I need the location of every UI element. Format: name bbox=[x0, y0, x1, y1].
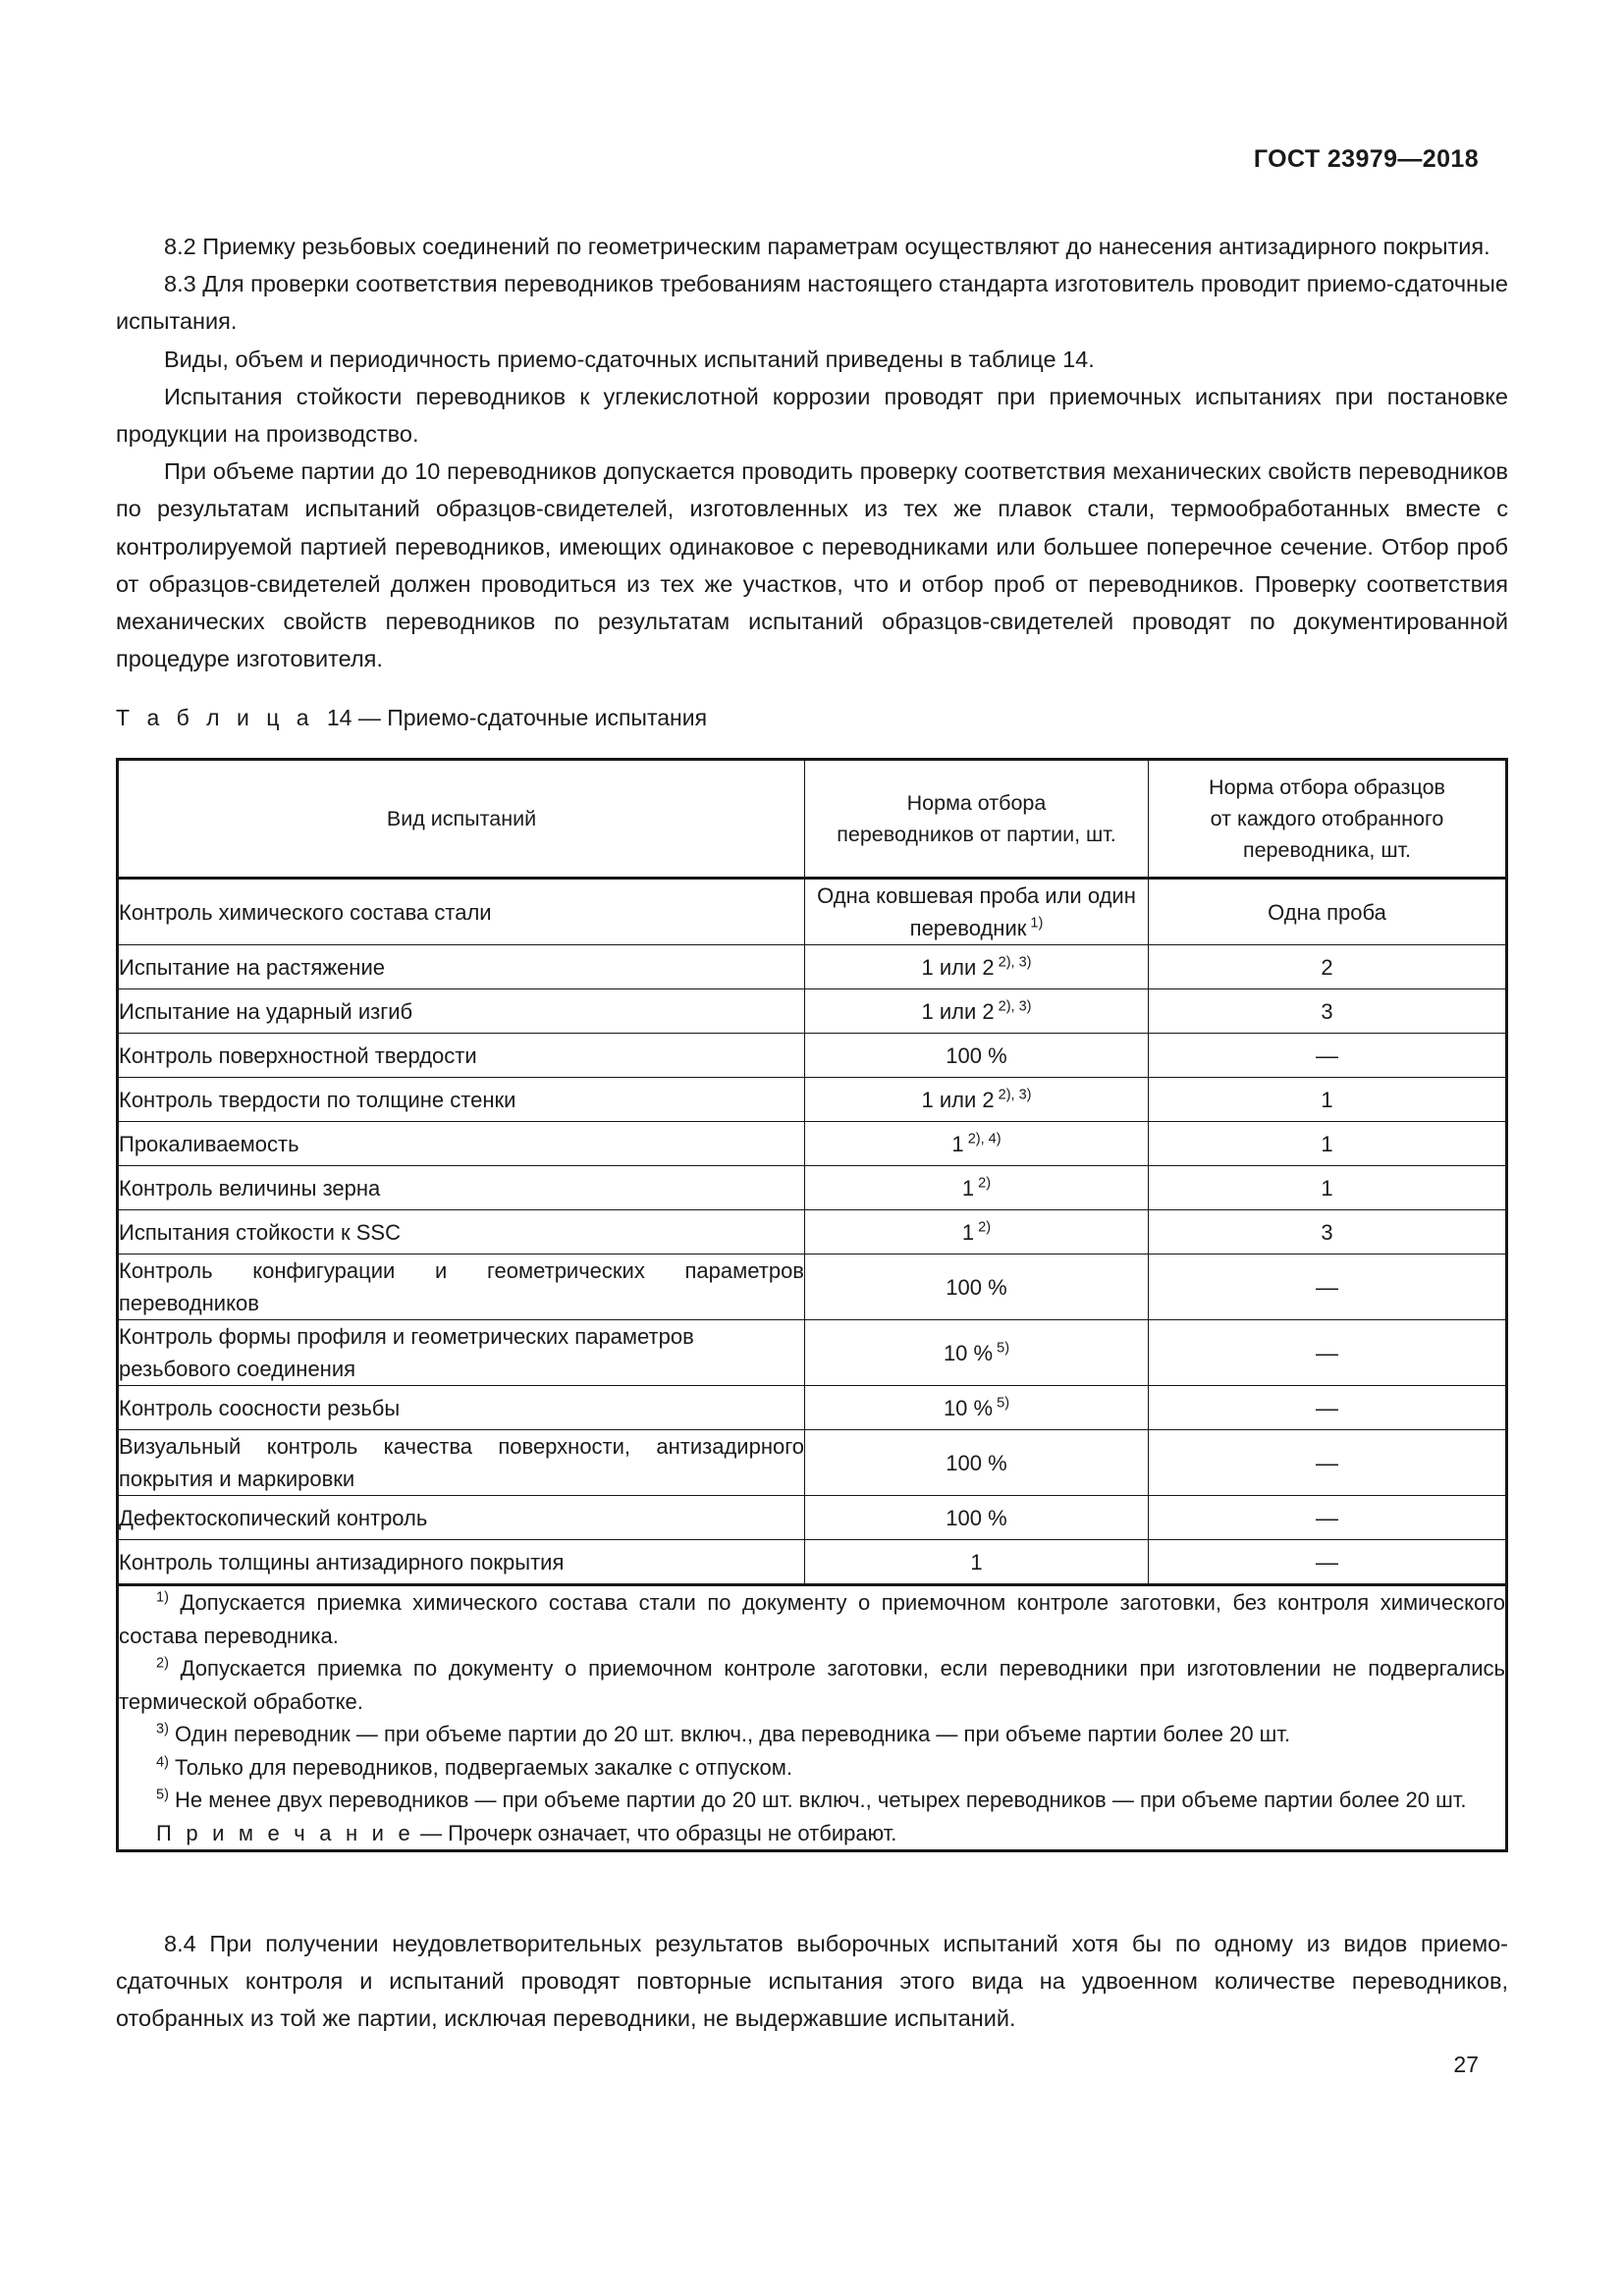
cell-sampling-rate-subs bbox=[805, 879, 1149, 945]
footnote-marker: 2), 4) bbox=[963, 1131, 1001, 1148]
table-row bbox=[118, 1078, 1507, 1122]
cell-value: 1 или 2 bbox=[921, 954, 995, 980]
table-footnotes-cell bbox=[118, 1585, 1507, 1851]
table-row bbox=[118, 1166, 1507, 1210]
footnote-marker: 5) bbox=[156, 1787, 169, 1803]
cell-sampling-rate-specimens: 2 bbox=[1149, 945, 1507, 989]
column-header-line: переводника, шт. bbox=[1242, 838, 1412, 862]
footnote-marker: 2) bbox=[974, 1175, 992, 1192]
cell-sampling-rate-specimens: Одна проба bbox=[1149, 879, 1507, 945]
cell-value: 100 % bbox=[946, 1274, 1007, 1300]
cell-sampling-rate-specimens: — bbox=[1149, 1496, 1507, 1540]
table-note-text: — Прочерк означает, что образцы не отбирают. bbox=[413, 1820, 897, 1845]
cell-value: 1 bbox=[951, 1131, 964, 1156]
table-note bbox=[119, 1817, 1505, 1850]
footnote-marker: 5) bbox=[993, 1395, 1010, 1412]
cell-value: 100 % bbox=[946, 1450, 1007, 1475]
cell-value: 1 bbox=[970, 1549, 983, 1575]
cell-sampling-rate-specimens: 1 bbox=[1149, 1166, 1507, 1210]
cell-sampling-rate-subs bbox=[805, 1166, 1149, 1210]
cell-test-type: Испытание на растяжение bbox=[118, 945, 805, 989]
cell-test-type: Контроль величины зерна bbox=[118, 1166, 805, 1210]
cell-sampling-rate-subs bbox=[805, 989, 1149, 1034]
table-row bbox=[118, 1320, 1507, 1386]
cell-value: 100 % bbox=[946, 1042, 1007, 1068]
cell-test-type: Контроль твердости по толщине стенки bbox=[118, 1078, 805, 1122]
table-row bbox=[118, 1255, 1507, 1320]
footnote-marker: 1) bbox=[156, 1589, 169, 1606]
cell-sampling-rate-subs bbox=[805, 1034, 1149, 1078]
cell-test-type: Контроль поверхностной твердости bbox=[118, 1034, 805, 1078]
footnote-4 bbox=[119, 1751, 1505, 1785]
cell-test-type: Контроль химического состава стали bbox=[118, 879, 805, 945]
table-caption-label: Т а б л и ц а bbox=[116, 705, 315, 730]
footnote-2 bbox=[119, 1652, 1505, 1718]
cell-sampling-rate-subs bbox=[805, 1496, 1149, 1540]
tail-paragraph-0: 8.4 При получении неудовлетворительных результатов выборочных испытаний хотя бы по одному из видов приемо-сдаточных контроля и испытаний проводят повторные испытания этого вида на удвоенном количестве переводников, отобранных из той же партии, исключая переводники, не выдержавшие испытаний. bbox=[116, 1931, 1508, 2032]
footnote-marker: 3) bbox=[156, 1721, 169, 1737]
footnote-marker: 2), 3) bbox=[994, 1087, 1032, 1103]
body-paragraph-4: При объеме партии до 10 переводников допускается проводить проверку соответствия механических свойств переводников по результатам испытаний образцов-свидетелей, изготовленных из тех же плавок стали, термообработанных вместе с контролируемой партией переводников, имеющих одинаковое с переводниками или большее поперечное сечение. Отбор проб от образцов-свидетелей должен проводиться из тех же участков, что и отбор проб от переводников. Проверку соответствия механических свойств переводников по результатам испытаний образцов-свидетелей проводят по документированной процедуре изготовителя. bbox=[116, 458, 1508, 672]
body-text-block bbox=[116, 228, 1508, 677]
cell-value: Одна ковшевая проба или один переводник bbox=[817, 883, 1136, 940]
cell-sampling-rate-subs bbox=[805, 1386, 1149, 1430]
table-row bbox=[118, 1210, 1507, 1255]
footnote-text: Не менее двух переводников — при объеме партии до 20 шт. включ., четырех переводников — при объеме партии более 20 шт. bbox=[168, 1788, 1467, 1812]
tail-text-block bbox=[116, 1925, 1508, 2038]
cell-sampling-rate-subs bbox=[805, 1078, 1149, 1122]
footnote-1 bbox=[119, 1586, 1505, 1652]
cell-test-type: Контроль конфигурации и геометрических параметров переводников bbox=[118, 1255, 805, 1320]
cell-sampling-rate-subs bbox=[805, 1430, 1149, 1496]
footnote-text: Только для переводников, подвергаемых закалке с отпуском. bbox=[168, 1754, 792, 1780]
cell-value: 1 или 2 bbox=[921, 1087, 995, 1112]
column-header-line: Вид испытаний bbox=[386, 807, 537, 830]
body-paragraph-1: 8.3 Для проверки соответствия переводников требованиям настоящего стандарта изготовитель проводит приемо-сдаточные испытания. bbox=[116, 271, 1508, 335]
cell-sampling-rate-subs bbox=[805, 1540, 1149, 1585]
cell-sampling-rate-subs bbox=[805, 1122, 1149, 1166]
cell-sampling-rate-subs bbox=[805, 1210, 1149, 1255]
table-body bbox=[118, 879, 1507, 1585]
table-caption bbox=[116, 705, 707, 731]
cell-test-type: Испытания стойкости к SSC bbox=[118, 1210, 805, 1255]
table-row bbox=[118, 1386, 1507, 1430]
page-header-standard-number: ГОСТ 23979—2018 bbox=[1253, 145, 1479, 173]
column-header-test-type bbox=[118, 760, 805, 879]
table-14 bbox=[116, 758, 1508, 1852]
table-footnotes-group bbox=[118, 1585, 1507, 1851]
table-caption-text: 14 — Приемо-сдаточные испытания bbox=[326, 705, 708, 730]
footnote-marker: 2), 3) bbox=[994, 954, 1032, 971]
body-paragraph-2: Виды, объем и периодичность приемо-сдаточных испытаний приведены в таблице 14. bbox=[164, 346, 1095, 372]
cell-sampling-rate-specimens: — bbox=[1149, 1034, 1507, 1078]
page-number: 27 bbox=[1453, 2052, 1479, 2077]
cell-sampling-rate-specimens: — bbox=[1149, 1320, 1507, 1386]
table-row bbox=[118, 1540, 1507, 1585]
cell-sampling-rate-specimens: 3 bbox=[1149, 1210, 1507, 1255]
table-note-label: П р и м е ч а н и е bbox=[156, 1820, 414, 1845]
table-row bbox=[118, 879, 1507, 945]
cell-test-type: Визуальный контроль качества поверхности, антизадирного покрытия и маркировки bbox=[118, 1430, 805, 1496]
cell-test-type: Контроль толщины антизадирного покрытия bbox=[118, 1540, 805, 1585]
cell-sampling-rate-specimens: — bbox=[1149, 1430, 1507, 1496]
footnote-text: Допускается приемка по документу о приемочном контроле заготовки, если переводники при изготовлении не подвергались термической обработке. bbox=[119, 1656, 1505, 1714]
cell-sampling-rate-specimens: 1 bbox=[1149, 1122, 1507, 1166]
footnote-marker: 1) bbox=[1026, 915, 1044, 932]
table-row bbox=[118, 989, 1507, 1034]
footnote-marker: 2) bbox=[156, 1655, 169, 1672]
cell-value: 10 % bbox=[943, 1395, 994, 1420]
footnote-marker: 5) bbox=[993, 1340, 1010, 1357]
cell-sampling-rate-specimens: 3 bbox=[1149, 989, 1507, 1034]
cell-sampling-rate-subs bbox=[805, 1255, 1149, 1320]
cell-value: 100 % bbox=[946, 1505, 1007, 1530]
cell-sampling-rate-specimens: — bbox=[1149, 1255, 1507, 1320]
cell-sampling-rate-specimens: 1 bbox=[1149, 1078, 1507, 1122]
column-header-line: от каждого отобранного bbox=[1210, 807, 1444, 830]
cell-sampling-rate-subs bbox=[805, 1320, 1149, 1386]
table-row bbox=[118, 1496, 1507, 1540]
table-footnotes-row bbox=[118, 1585, 1507, 1851]
cell-sampling-rate-specimens: — bbox=[1149, 1540, 1507, 1585]
footnote-text: Допускается приемка химического состава стали по документу о приемочном контроле заготовки, без контроля химического состава переводника. bbox=[119, 1590, 1505, 1648]
column-header-sampling-rate-subs bbox=[805, 760, 1149, 879]
table-14-wrapper bbox=[116, 758, 1508, 1852]
footnote-marker: 2), 3) bbox=[994, 998, 1032, 1015]
cell-test-type: Дефектоскопический контроль bbox=[118, 1496, 805, 1540]
table-row bbox=[118, 945, 1507, 989]
footnote-3 bbox=[119, 1718, 1505, 1751]
body-paragraph-3: Испытания стойкости переводников к углекислотной коррозии проводят при приемочных испытаниях при постановке продукции на производство. bbox=[116, 383, 1508, 448]
body-paragraph-0: 8.2 Приемку резьбовых соединений по геометрическим параметрам осуществляют до нанесения антизадирного покрытия. bbox=[164, 234, 1490, 259]
footnote-text: Один переводник — при объеме партии до 20 шт. включ., два переводника — при объеме партии более 20 шт. bbox=[168, 1722, 1291, 1746]
table-header-row-group bbox=[118, 760, 1507, 879]
cell-value: 10 % bbox=[943, 1340, 994, 1365]
cell-test-type: Прокаливаемость bbox=[118, 1122, 805, 1166]
table-row bbox=[118, 1034, 1507, 1078]
column-header-sampling-rate-specimens bbox=[1149, 760, 1507, 879]
cell-sampling-rate-specimens: — bbox=[1149, 1386, 1507, 1430]
table-row bbox=[118, 1430, 1507, 1496]
column-header-line: Норма отбора образцов bbox=[1209, 775, 1445, 799]
table-row bbox=[118, 1122, 1507, 1166]
column-header-line: переводников от партии, шт. bbox=[837, 823, 1116, 846]
cell-test-type: Контроль соосности резьбы bbox=[118, 1386, 805, 1430]
column-header-line: Норма отбора bbox=[906, 791, 1047, 815]
footnote-marker: 2) bbox=[974, 1219, 992, 1236]
footnote-marker: 4) bbox=[156, 1754, 169, 1771]
table-header-row bbox=[118, 760, 1507, 879]
cell-test-type: Испытание на ударный изгиб bbox=[118, 989, 805, 1034]
cell-test-type: Контроль формы профиля и геометрических параметров резьбового соединения bbox=[118, 1320, 805, 1386]
cell-value: 1 bbox=[961, 1175, 975, 1201]
footnote-5 bbox=[119, 1784, 1505, 1817]
cell-value: 1 или 2 bbox=[921, 998, 995, 1024]
cell-value: 1 bbox=[961, 1219, 975, 1245]
cell-sampling-rate-subs bbox=[805, 945, 1149, 989]
